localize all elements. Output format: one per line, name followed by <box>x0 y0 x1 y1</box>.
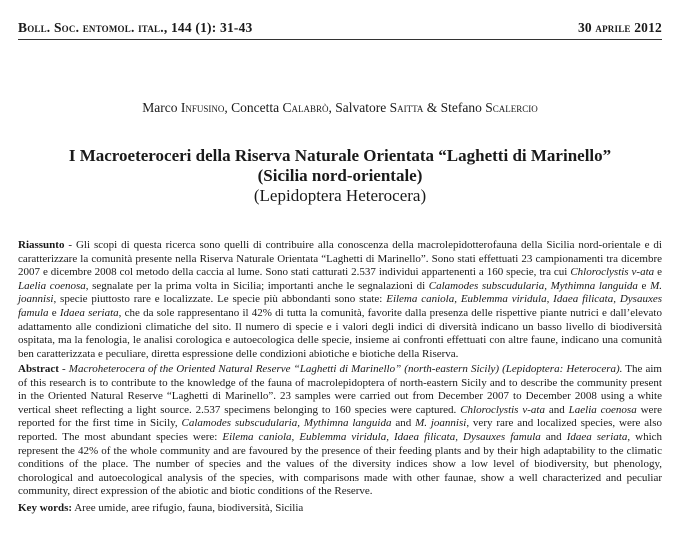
header-rule <box>18 39 662 40</box>
italic-text-run: Laelia coenosa <box>568 403 637 416</box>
italic-text-run: Eilema caniola, Eublemma viridula, Idaea filicata, Dysauxes famula <box>18 293 662 319</box>
running-head <box>18 20 662 38</box>
italic-text-run: Idaea seriata <box>59 306 119 319</box>
keywords-text: Aree umide, aree rifugio, fauna, biodiversità, Sicilia <box>72 502 304 514</box>
text-run: and <box>391 417 416 430</box>
text-run: , very rare and localized species, were also reported. The most abundant species were: <box>18 417 662 443</box>
text-run: , che da sole rappresentano il 42% di tutta la comunità, favorite dalla presenza delle rispettive piante nutrici e dall’elevato adattamento alle condizioni climatiche del sito. Il numero di specie e i valori degli indici di diversità indicano un basso livello di biodiversità ospitata, ma la fenologia, le analisi corologica e autoecologica delle specie, insieme ai confronti effettuati con altre faune, indicano una comunità ben caratterizzata e peculiare, diretta espressione delle condizioni abiotiche e biotiche della Riserva. <box>18 306 662 360</box>
keywords-line <box>18 502 662 514</box>
author-list <box>18 100 662 116</box>
italic-text-run: M. joannisi <box>18 279 662 306</box>
text-run: e <box>48 306 60 319</box>
abstract-label: Abstract <box>18 363 59 375</box>
text-run: were reported for the first time in Sicily, <box>18 403 662 430</box>
text-run: e <box>654 266 662 279</box>
italic-text-run: Calamodes subscudularia, Mythimna languida <box>428 279 638 292</box>
italic-text-run: Calamodes subscudularia, Mythimna languida <box>181 417 392 430</box>
italic-text-run: Chloroclystis v-ata <box>570 266 655 279</box>
text-run: , specie piuttosto rare e localizzate. Le specie più abbondanti sono state: <box>53 293 387 306</box>
paper-title <box>18 146 662 186</box>
italic-text-run: Idaea seriata <box>566 430 628 443</box>
title-line-1: I Macroeteroceri della Riserva Naturale Orientata “Laghetti di Marinello” <box>68 146 612 165</box>
author: Concetta Calabrò, <box>231 100 336 115</box>
text-run: e <box>637 279 651 292</box>
text-run: , segnalate per la prima volta in Sicilia; importanti anche le segnalazioni di <box>85 279 429 292</box>
text-run: and <box>544 403 569 416</box>
author: Marco Infusino, <box>142 100 232 115</box>
keywords-label: Key words: <box>18 502 73 514</box>
text-run: - Gli scopi di questa ricerca sono quelli di contribuire alla conoscenza della macrolepidotterofauna della Sicilia nord-orientale e di caratterizzare la comunità presente nella Riserva Naturale Orientata “Laghetti di Marinello”. Sono stati effettuati 23 campionamenti tra dicembre 2007 e dicembre 2008 col metodo della caccia al lume. Sono stati catturati 2.537 individui appartenenti a 160 specie, tra cui <box>18 239 662 279</box>
text-run: The aim of this research is to contribute to the knowledge of the fauna of macrolepidoptera of north-eastern Sicily and to describe the community present in the Oriented Natural Reserve “Laghetti di Marinello”. 23 samples were carried out from December 2007 to December 2008 using a white vertical sheet reflecting a light source. 2.537 specimens belonging to 160 species were captured. <box>18 363 662 416</box>
riassunto-body <box>18 239 662 360</box>
text-run: , which represent the 42% of the whole community and are favoured by the presence of their feeding plants and by their high adaptability to the climatic conditions of the place. The number of species and the values of the diversity indices show a low level of biodiversity, but phenology, chorological and autoecological analysis of the species, with comparisons made with other faunae, show a well characterized and peculiar community, direct expression of the abiotic and biotic conditions of the Reserve. <box>18 430 663 498</box>
text-run: and <box>540 430 567 443</box>
author: Stefano Scalercio <box>440 100 538 115</box>
riassunto-label: Riassunto <box>18 239 65 251</box>
publication-date: 30 aprile 2012 <box>577 20 662 35</box>
journal-citation: Boll. Soc. entomol. ital., 144 (1): 31-43 <box>18 20 253 35</box>
italic-text-run: M. joannisi <box>415 417 467 430</box>
paper-subtitle: (Lepidoptera Heterocera) <box>253 186 427 205</box>
italic-text-run: Chloroclystis v-ata <box>460 403 545 416</box>
italic-text-run: Eilema caniola, Eublemma viridula, Idaea filicata, Dysauxes famula <box>222 430 541 443</box>
italic-text-run: Laelia coenosa <box>18 279 86 292</box>
abstract-paragraph <box>18 363 662 499</box>
author: Salvatore Saitta & <box>335 100 441 115</box>
text-run: - <box>58 363 69 375</box>
riassunto-paragraph <box>18 239 662 361</box>
abstract-body <box>18 363 662 497</box>
title-line-2: (Sicilia nord-orientale) <box>257 166 423 185</box>
italic-text-run: Macroheterocera of the Oriented Natural Reserve “Laghetti di Marinello” (north-eastern Sicily) (Lepidoptera: Heterocera). <box>68 363 623 375</box>
